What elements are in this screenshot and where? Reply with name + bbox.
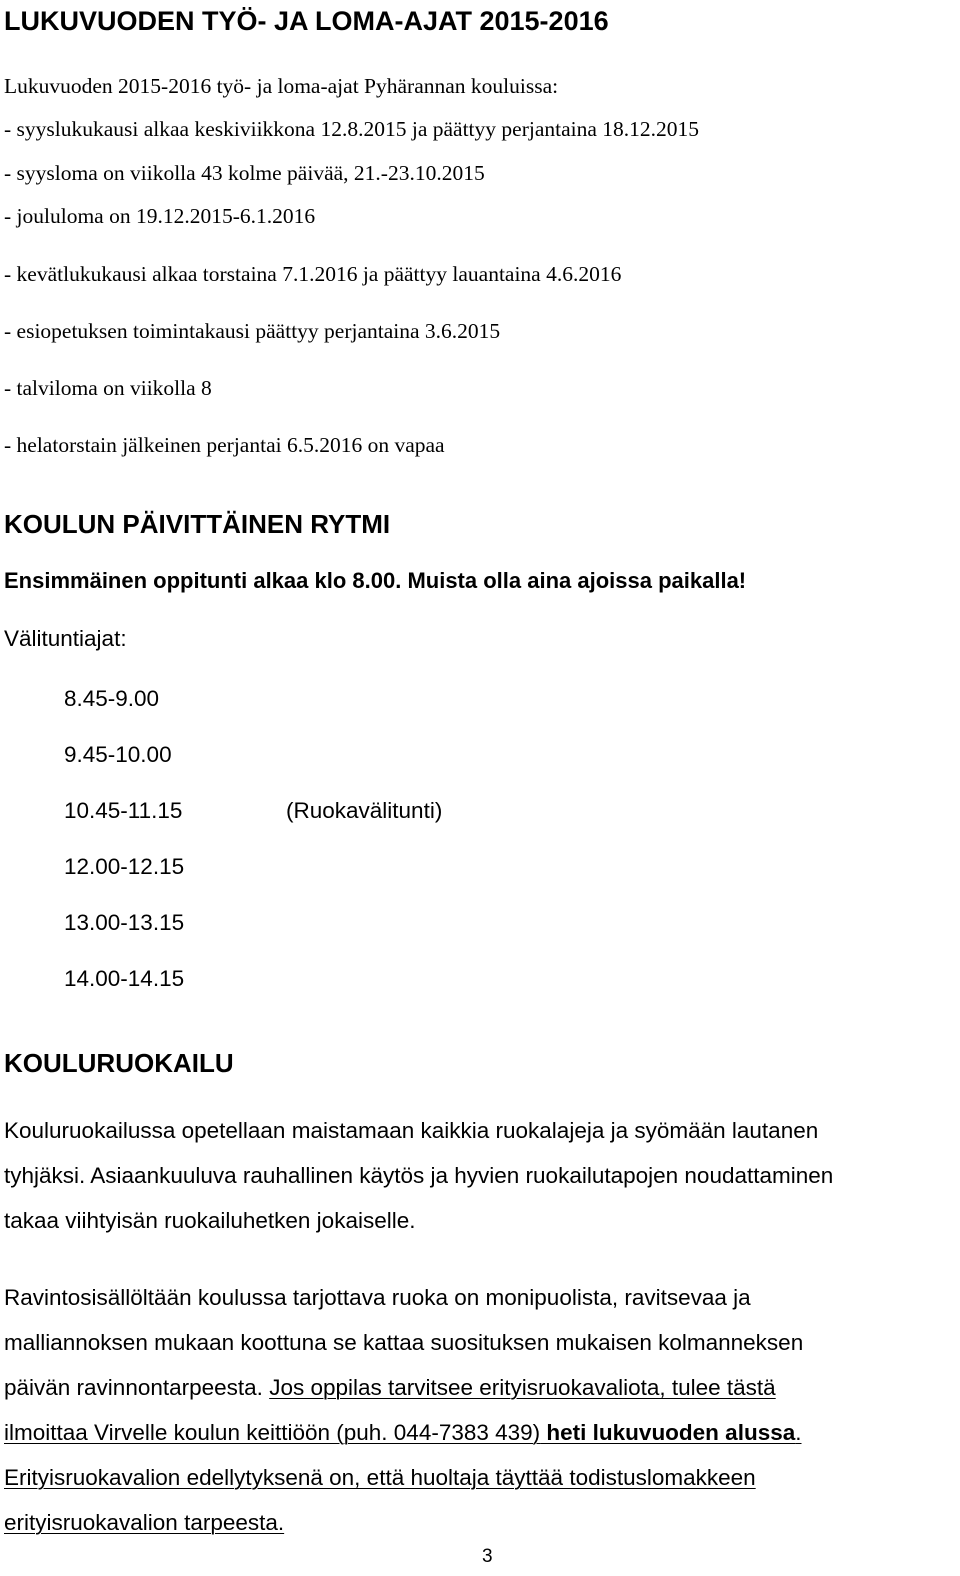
schedule-item: - joululoma on 19.12.2015-6.1.2016: [4, 204, 316, 228]
meals-heading: KOULURUOKAILU: [4, 1048, 234, 1078]
lunch-break-note: (Ruokavälitunti): [286, 798, 443, 823]
nutrition-paragraph-line: [4, 1420, 802, 1446]
special-diet-requirement: erityisruokavalion tarpeesta.: [4, 1510, 285, 1535]
special-diet-notice: Jos oppilas tarvitsee erityisruokavaliota, tulee tästä: [269, 1375, 776, 1400]
nutrition-paragraph-line: [4, 1375, 776, 1401]
page-title: LUKUVUODEN TYÖ- JA LOMA-AJAT 2015-2016: [4, 6, 609, 36]
page-number: 3: [482, 1546, 493, 1567]
schedule-item: - kevätlukukausi alkaa torstaina 7.1.2016 ja päättyy lauantaina 4.6.2016: [4, 262, 622, 286]
meals-paragraph-line: tyhjäksi. Asiaankuuluva rauhallinen käytös ja hyvien ruokailutapojen noudattaminen: [4, 1163, 834, 1188]
nutrition-text: päivän ravinnontarpeesta.: [4, 1375, 270, 1400]
schedule-item: - talviloma on viikolla 8: [4, 376, 212, 400]
break-time: 13.00-13.15: [64, 910, 185, 935]
break-time: 14.00-14.15: [64, 966, 185, 991]
special-diet-requirement: Erityisruokavalion edellytyksenä on, että huoltaja täyttää todistuslomakkeen: [4, 1465, 756, 1490]
first-lesson-text: Ensimmäinen oppitunti alkaa klo 8.00. Muista olla aina ajoissa paikalla!: [4, 568, 747, 593]
break-time: 12.00-12.15: [64, 854, 185, 879]
break-time: 9.45-10.00: [64, 742, 172, 767]
meals-paragraph-line: Kouluruokailussa opetellaan maistamaan kaikkia ruokalajeja ja syömään lautanen: [4, 1118, 819, 1143]
schedule-item: - esiopetuksen toimintakausi päättyy perjantaina 3.6.2015: [4, 319, 501, 343]
nutrition-paragraph-line: Ravintosisällöltään koulussa tarjottava ruoka on monipuolista, ravitsevaa ja: [4, 1285, 751, 1310]
breaks-label: Välituntiajat:: [4, 626, 127, 651]
schedule-item: - helatorstain jälkeinen perjantai 6.5.2016 on vapaa: [4, 433, 445, 457]
schedule-item: - syysloma on viikolla 43 kolme päivää, 21.-23.10.2015: [4, 161, 485, 185]
intro-text: Lukuvuoden 2015-2016 työ- ja loma-ajat Pyhärannan kouluissa:: [4, 74, 559, 98]
break-time: 8.45-9.00: [64, 686, 160, 711]
deadline-emphasis: heti lukuvuoden alussa: [540, 1420, 796, 1445]
meals-paragraph-line: takaa viihtyisän ruokailuhetken jokaiselle.: [4, 1208, 416, 1233]
kitchen-contact: ilmoittaa Virvelle koulun keittiöön (puh. 044-7383 439): [4, 1420, 541, 1445]
rhythm-heading: KOULUN PÄIVITTÄINEN RYTMI: [4, 509, 391, 539]
break-time: 10.45-11.15: [64, 798, 183, 823]
schedule-item: - syyslukukausi alkaa keskiviikkona 12.8.2015 ja päättyy perjantaina 18.12.2015: [4, 117, 700, 141]
nutrition-paragraph-line: malliannoksen mukaan koottuna se kattaa suosituksen mukaisen kolmanneksen: [4, 1330, 804, 1355]
sentence-end: .: [795, 1420, 802, 1445]
